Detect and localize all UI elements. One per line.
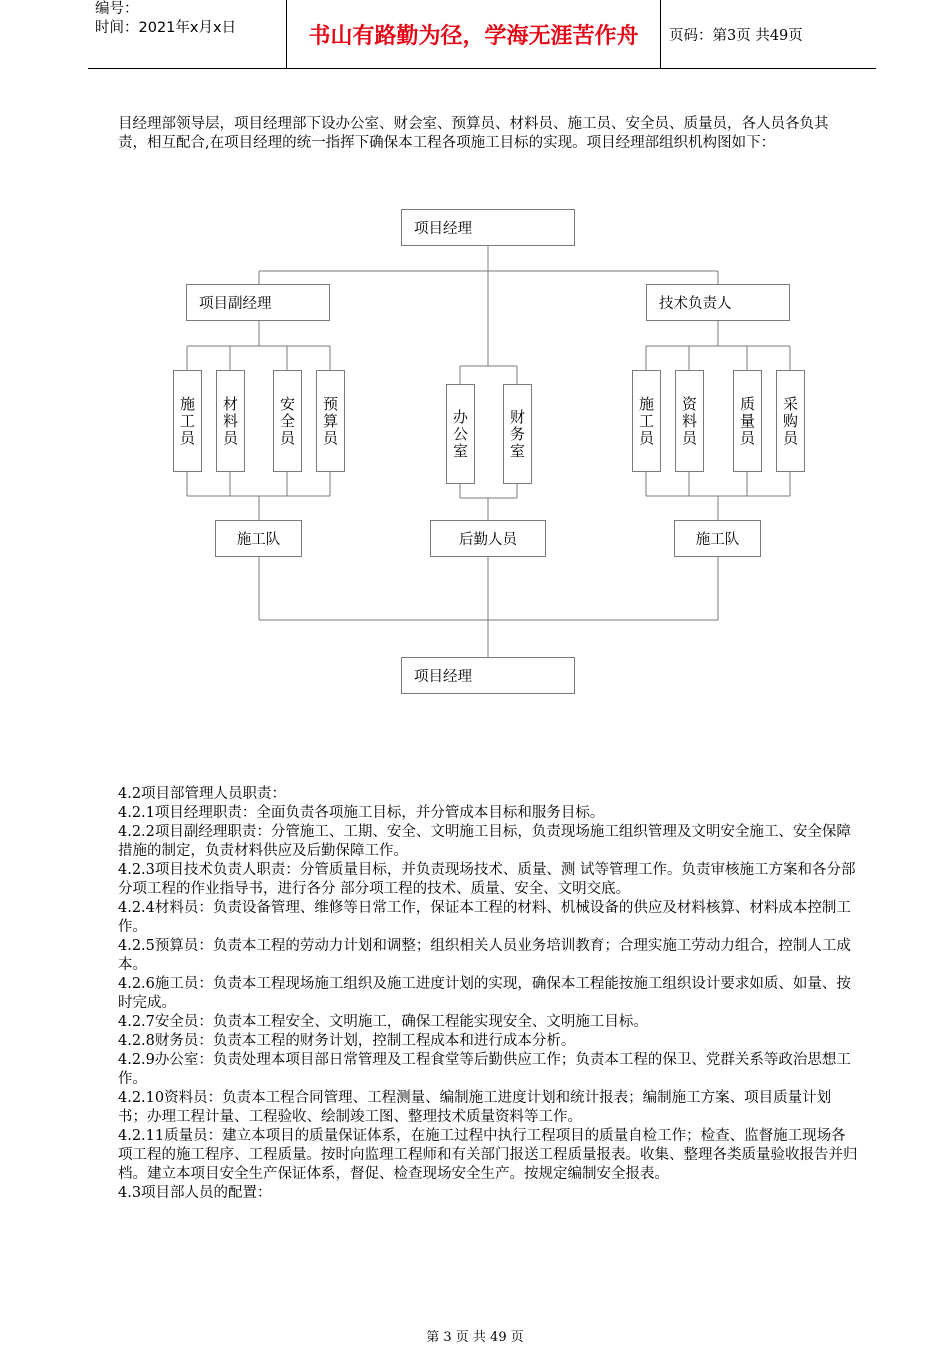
header-page-info: 页码：第3页 共49页 — [669, 27, 803, 44]
header-motto: 书山有路勤为径，学海无涯苦作舟 — [308, 23, 639, 49]
section-heading: 4.2项目部管理人员职责： — [118, 786, 287, 802]
org-node-project-manager-bottom: 项目经理 — [401, 657, 575, 694]
org-node-role: 采购员 — [776, 370, 805, 472]
org-node-logistics: 后勤人员 — [430, 520, 546, 557]
intro-paragraph: 目经理部领导层，项目经理部下设办公室、财会室、预算员、材料员、施工员、安全员、质量员，各人员各负其责，相互配合,在项目经理的统一指挥下确保本工程各项施工目标的实现。项目经理部组织机构图如下： — [118, 116, 829, 151]
page-header — [88, 0, 876, 69]
org-node-project-manager: 项目经理 — [401, 209, 575, 246]
duties-section — [118, 785, 858, 1203]
org-node-role: 质量员 — [733, 370, 762, 472]
org-node-role: 材料员 — [216, 370, 245, 472]
duty-paragraph: 4.2.3项目技术负责人职责：分管质量目标，并负责现场技术、质量、测 试等管理工作。负责审核施工方案和各分部分项工程的作业指导书，进行各分 部分项工程的技术、质量、安全、文明交底。 — [118, 862, 856, 897]
org-node-role: 资料员 — [675, 370, 704, 472]
duty-paragraph: 4.2.8财务员：负责本工程的财务计划，控制工程成本和进行成本分析。 — [118, 1033, 576, 1049]
duty-paragraph: 4.2.10资料员：负责本工程合同管理、工程测量、编制施工进度计划和统计报表；编制施工方案、项目质量计划书；办理工程计量、工程验收、绘制竣工图、整理技术质量资料等工作。 — [118, 1090, 832, 1125]
duty-paragraph: 4.2.5预算员：负责本工程的劳动力计划和调整；组织相关人员业务培训教育；合理实施工劳动力组合，控制人工成本。 — [118, 938, 851, 973]
org-node-role: 施工员 — [632, 370, 661, 472]
org-node-team-right: 施工队 — [674, 520, 761, 557]
document-number-label: 编号： — [95, 1, 139, 17]
org-node-finance: 财务室 — [503, 384, 532, 484]
org-node-role: 施工员 — [173, 370, 202, 472]
section-heading: 4.3项目部人员的配置： — [118, 1185, 272, 1201]
duty-paragraph: 4.2.9办公室：负责处理本项目部日常管理及工程食堂等后勤供应工作；负责本工程的保卫、党群关系等政治思想工作。 — [118, 1052, 851, 1087]
header-meta — [88, 0, 286, 68]
org-node-tech-lead: 技术负责人 — [646, 284, 790, 321]
duty-paragraph: 4.2.1项目经理职责：全面负责各项施工目标，并分管成本目标和服务目标。 — [118, 805, 605, 821]
duty-paragraph: 4.2.7安全员：负责本工程安全、文明施工，确保工程能实现安全、文明施工目标。 — [118, 1014, 648, 1030]
org-node-team-left: 施工队 — [215, 520, 302, 557]
duty-paragraph: 4.2.11质量员：建立本项目的质量保证体系，在施工过程中执行工程项目的质量自检工作；检查、监督施工现场各项工程的施工程序、工程质量。按时向监理工程师和有关部门报送工程质量报表。收集、整理各类质量验收报告并归档。建立本项目安全生产保证体系，督促、检查现场安全生产。按规定编制安全报表。 — [118, 1128, 858, 1182]
org-node-deputy-manager: 项目副经理 — [186, 284, 330, 321]
document-date: 时间：2021年x月x日 — [95, 20, 237, 36]
duty-paragraph: 4.2.2项目副经理职责：分管施工、工期、安全、文明施工目标，负责现场施工组织管理及文明安全施工、安全保障措施的制定，负责材料供应及后勤保障工作。 — [118, 824, 851, 859]
page-footer: 第 3 页 共 49 页 — [426, 1330, 524, 1345]
org-node-role: 预算员 — [316, 370, 345, 472]
org-node-office: 办公室 — [446, 384, 475, 484]
duty-paragraph: 4.2.4材料员：负责设备管理、维修等日常工作，保证本工程的材料、机械设备的供应及材料核算、材料成本控制工作。 — [118, 900, 851, 935]
org-node-role: 安全员 — [273, 370, 302, 472]
duty-paragraph: 4.2.6施工员：负责本工程现场施工组织及施工进度计划的实现，确保本工程能按施工组织设计要求如质、如量、按时完成。 — [118, 976, 851, 1011]
